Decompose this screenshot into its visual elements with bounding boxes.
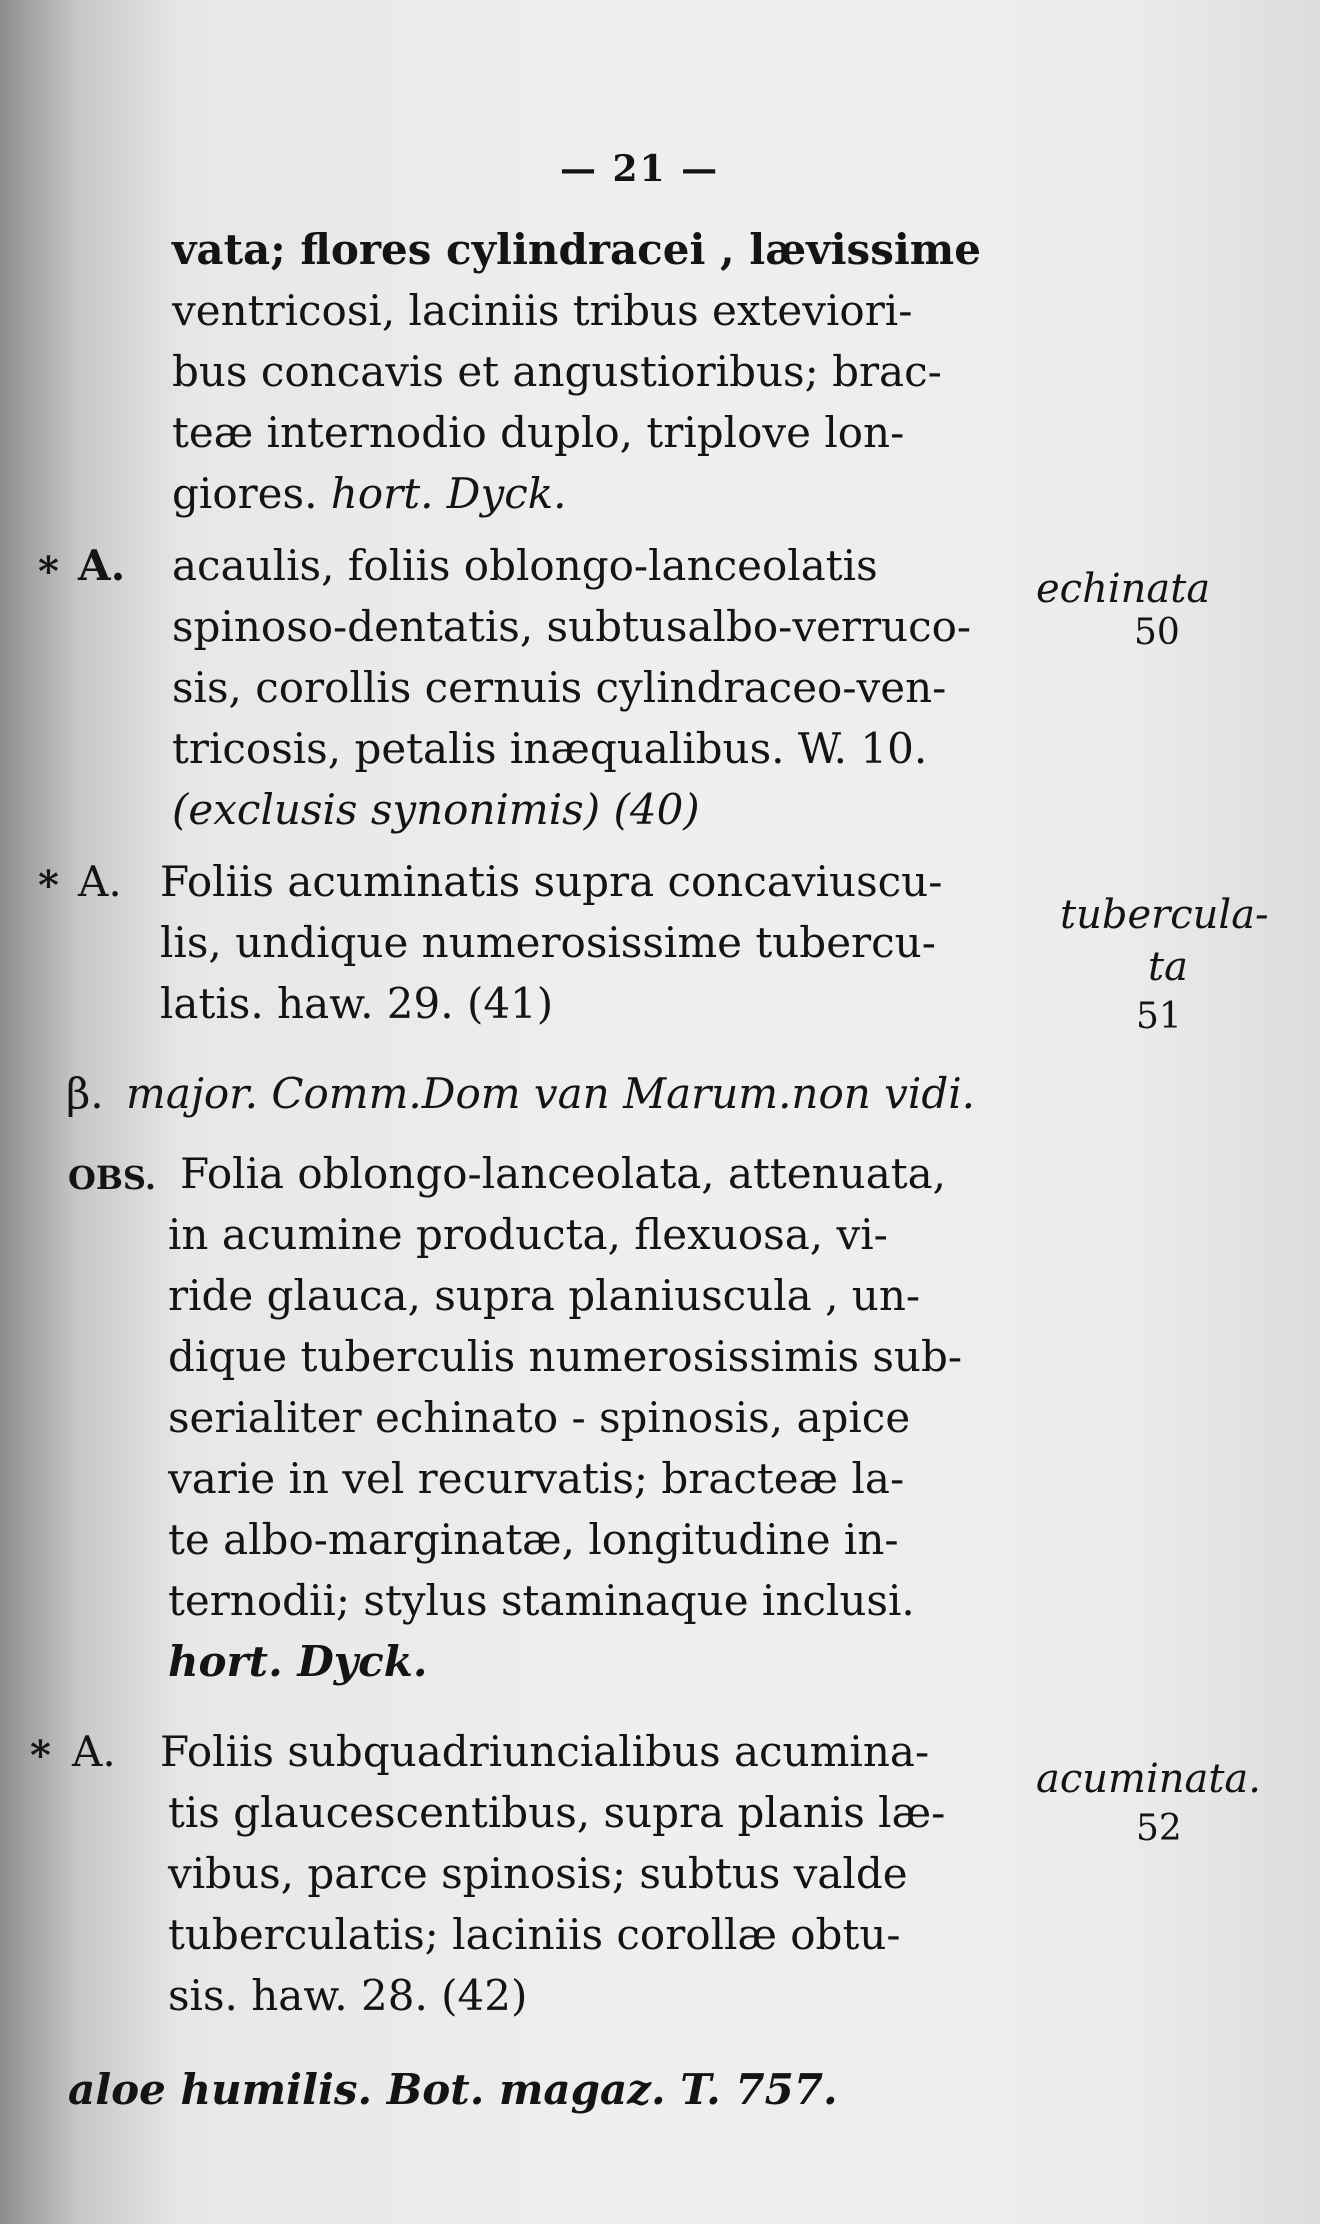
- margin-species-name-cont: ta: [1148, 944, 1188, 990]
- text-line: (exclusis synonimis) (40): [172, 785, 700, 834]
- entry-lead: OBS.: [68, 1159, 157, 1197]
- text-line: serialiter echinato - spinosis, apice: [168, 1393, 911, 1442]
- asterisk-mark: *: [38, 862, 59, 909]
- text-line-italic: hort. Dyck.: [330, 469, 567, 518]
- margin-species-name: echinata: [1036, 566, 1211, 612]
- text-line: vibus, parce spinosis; subtus valde: [168, 1849, 908, 1898]
- margin-species-number: 50: [1134, 612, 1180, 653]
- text-line: latis. haw. 29. (41): [160, 979, 554, 1028]
- text-line: teæ internodio duplo, triplove lon-: [172, 408, 905, 457]
- text-line: tis glaucescentibus, supra planis læ-: [168, 1788, 946, 1837]
- margin-species-name: acuminata.: [1036, 1756, 1261, 1802]
- entry-lead: A.: [78, 541, 126, 590]
- text-line: tricosis, petalis inæqualibus. W. 10.: [172, 724, 928, 773]
- asterisk-mark: *: [38, 548, 59, 595]
- margin-species-number: 51: [1136, 996, 1182, 1037]
- text-line: lis, undique numerosissime tubercu-: [160, 918, 936, 967]
- text-line: in acumine producta, flexuosa, vi-: [168, 1210, 888, 1259]
- entry-lead: A.: [72, 1727, 116, 1776]
- asterisk-mark: *: [30, 1732, 51, 1779]
- page-number: — 21 —: [560, 148, 720, 190]
- text-line: sis. haw. 28. (42): [168, 1971, 528, 2020]
- margin-species-name: tubercula-: [1060, 892, 1269, 938]
- text-line: bus concavis et angustioribus; brac-: [172, 347, 942, 396]
- text-line: ride glauca, supra planiuscula , un-: [168, 1271, 921, 1320]
- text-line: aloe humilis. Bot. magaz. T. 757.: [68, 2065, 838, 2114]
- text-line: acaulis, foliis oblongo-lanceolatis: [172, 541, 878, 590]
- text-line: te albo-marginatæ, longitudine in-: [168, 1515, 899, 1564]
- text-line: hort. Dyck.: [168, 1637, 428, 1686]
- entry-lead: A.: [78, 857, 122, 906]
- text-line: dique tuberculis numerosissimis sub-: [168, 1332, 963, 1381]
- text-line: Foliis subquadriuncialibus acumina-: [160, 1727, 930, 1776]
- text-line: Folia oblongo-lanceolata, attenuata,: [180, 1149, 947, 1198]
- text-line: ternodii; stylus staminaque inclusi.: [168, 1576, 915, 1625]
- text-line: varie in vel recurvatis; bracteæ la-: [168, 1454, 905, 1503]
- margin-species-number: 52: [1136, 1808, 1182, 1849]
- text-line: vata; flores cylindracei , lævissime: [172, 225, 981, 274]
- text-line: Foliis acuminatis supra concaviuscu-: [160, 857, 943, 906]
- entry-lead: β.: [66, 1069, 104, 1118]
- text-line: spinoso-dentatis, subtusalbo-verruco-: [172, 602, 972, 651]
- text-line: sis, corollis cernuis cylindraceo-ven-: [172, 663, 947, 712]
- text-line-main: giores.: [172, 469, 331, 518]
- text-line: ventricosi, laciniis tribus exteviori-: [172, 286, 913, 335]
- text-line: tuberculatis; laciniis corollæ obtu-: [168, 1910, 901, 1959]
- text-line: [172, 468, 567, 520]
- text-line: major. Comm.Dom van Marum.non vidi.: [126, 1069, 975, 1118]
